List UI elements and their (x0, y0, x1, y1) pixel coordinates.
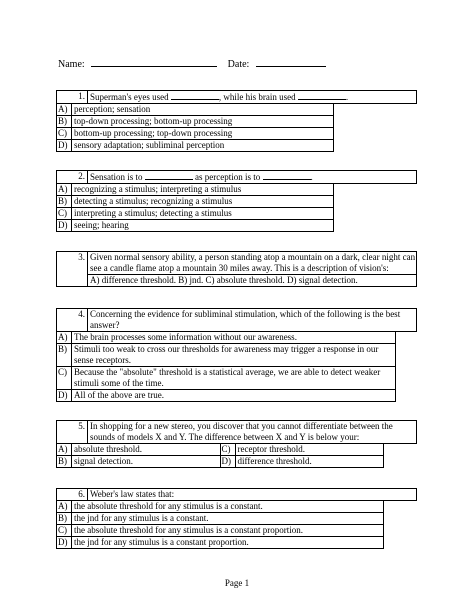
option-text: seeing; hearing (74, 220, 129, 230)
option-text: top-down processing; bottom-up processing (74, 116, 233, 126)
answer-blank (145, 171, 193, 180)
question-number: 1. (78, 91, 85, 101)
question-4 (56, 308, 417, 402)
option-label: D) (57, 390, 72, 401)
option-text: perception; sensation (74, 104, 151, 114)
question-header (56, 170, 417, 184)
question-text (87, 171, 416, 183)
question-number: 5. (78, 421, 85, 431)
question-number: 3. (78, 252, 85, 262)
option-text: absolute threshold. (74, 444, 142, 454)
option-label: D) (57, 140, 72, 151)
question-header (56, 488, 417, 501)
option-label: B) (57, 116, 72, 127)
date-label: Date: (227, 59, 250, 70)
option-row[interactable] (56, 344, 396, 367)
option-row[interactable] (56, 537, 384, 549)
option-text: Stimuli too weak to cross our thresholds for awareness may trigger a response in our sense receptors. (74, 344, 379, 365)
question-2 (56, 170, 417, 232)
option-text: bottom-up processing; top-down processing (74, 128, 233, 138)
option-text: All of the above are true. (74, 390, 164, 400)
option-text: the absolute threshold for any stimulus is a constant. (74, 501, 263, 511)
question-text-body: Given normal sensory ability, a person standing atop a mountain on a dark, clear night can see a candle flame atop a mountain 30 miles away. This is a description of vision's: (90, 252, 416, 273)
question-text-part: , while his brain used (218, 92, 296, 102)
question-text (87, 91, 416, 103)
option-label: C) (57, 128, 72, 139)
option-row[interactable] (56, 525, 384, 537)
option-row[interactable] (56, 456, 221, 468)
question-header (56, 308, 417, 332)
option-row[interactable] (56, 513, 384, 525)
answer-blank (263, 171, 311, 180)
option-label: D) (57, 537, 72, 548)
option-label: C) (57, 367, 72, 389)
question-text: Weber's law states that: (87, 489, 416, 500)
question-text-part: Sensation is to (90, 172, 143, 182)
option-text: signal detection. (74, 456, 133, 466)
option-label: B) (57, 196, 72, 207)
option-row[interactable] (56, 390, 396, 402)
option-label: A) (57, 501, 72, 512)
option-text: the jnd for any stimulus is a constant proportion. (74, 537, 249, 547)
question-text-part: . (345, 92, 349, 102)
question-header (56, 420, 417, 444)
option-row[interactable] (56, 208, 334, 220)
question-number: 2. (78, 171, 85, 181)
option-row[interactable] (56, 501, 384, 513)
option-label: D) (57, 220, 72, 231)
question-6 (56, 488, 417, 549)
question-5 (56, 420, 417, 468)
question-number: 6. (78, 489, 85, 499)
question-header (56, 90, 417, 104)
question-text-part: . (310, 172, 313, 182)
option-row[interactable] (56, 128, 334, 140)
question-text: Concerning the evidence for subliminal stimulation, which of the following is the best answer? (87, 309, 416, 331)
option-row[interactable] (56, 367, 396, 390)
worksheet-header (58, 56, 326, 70)
option-label: C) (221, 444, 236, 455)
name-label: Name: (58, 59, 85, 70)
option-row[interactable] (56, 444, 221, 456)
option-row[interactable] (56, 196, 334, 208)
option-label: B) (57, 344, 72, 366)
option-text: detecting a stimulus; recognizing a stimulus (74, 196, 233, 206)
option-row[interactable] (56, 116, 334, 128)
option-text: the absolute threshold for any stimulus is a constant proportion. (74, 525, 303, 535)
date-field[interactable] (256, 56, 326, 67)
option-text: Because the "absolute" threshold is a statistical average, we are able to detect weaker stimuli some of the time. (74, 367, 381, 388)
option-row[interactable] (56, 220, 334, 232)
option-label: A) (57, 184, 72, 195)
answer-blank (298, 91, 349, 102)
answer-blank (171, 91, 219, 100)
question-number: 4. (78, 309, 85, 319)
option-text: receptor threshold. (237, 444, 305, 454)
option-row[interactable] (56, 184, 334, 196)
question-text-part: Superman's eyes used (90, 92, 169, 102)
question-text-part: as perception is to (195, 172, 261, 182)
option-row[interactable] (221, 444, 385, 456)
option-label: A) (57, 104, 72, 115)
option-row[interactable] (56, 104, 334, 116)
option-row[interactable] (56, 332, 396, 344)
page-number: Page 1 (224, 578, 250, 588)
option-label: D) (221, 456, 236, 467)
option-text: sensory adaptation; subliminal perception (74, 140, 225, 150)
option-label: B) (57, 513, 72, 524)
option-label: A) (57, 444, 72, 455)
option-text: interpreting a stimulus; detecting a stimulus (74, 208, 232, 218)
option-text: recognizing a stimulus; interpreting a stimulus (74, 184, 242, 194)
option-text: the jnd for any stimulus is a constant. (74, 513, 209, 523)
option-text: The brain processes some information without our awareness. (74, 332, 297, 342)
option-label: C) (57, 525, 72, 536)
option-row[interactable] (56, 140, 334, 152)
question-text (87, 252, 416, 286)
option-label: C) (57, 208, 72, 219)
option-row[interactable] (221, 456, 385, 468)
option-label: A) (57, 332, 72, 343)
option-label: B) (57, 456, 72, 467)
option-text: difference threshold. (237, 456, 312, 466)
question-header (56, 251, 417, 287)
question-1 (56, 90, 417, 152)
inline-options[interactable]: A) difference threshold. B) jnd. C) absolute threshold. D) signal detection. (88, 274, 416, 286)
question-text: In shopping for a new stereo, you discover that you cannot differentiate between the sounds of models X and Y. The difference between X and Y is below your: (87, 421, 416, 443)
name-field[interactable] (91, 56, 217, 67)
question-3 (56, 251, 417, 287)
